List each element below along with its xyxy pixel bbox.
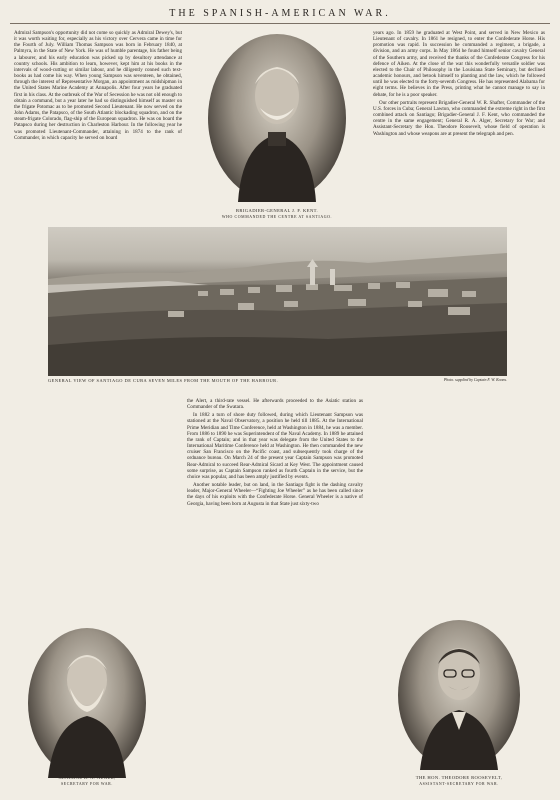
column-middle-bottom	[187, 398, 363, 794]
photo-caption-text: GENERAL VIEW OF SANTIAGO DE CUBA SEVEN MILES FROM THE MOUTH OF THE HARBOUR.	[48, 378, 279, 383]
santiago-cityscape	[48, 227, 507, 376]
portrait-roosevelt-caption	[384, 775, 534, 787]
portrait-roosevelt-figure	[398, 620, 520, 770]
page-title: THE SPANISH-AMERICAN WAR.	[169, 8, 391, 19]
portrait-alger-name: GENERAL R. A. ALGER,	[58, 775, 116, 780]
portrait-alger-role: SECRETARY FOR WAR.	[61, 782, 113, 786]
paragraph: Another notable leader, but on land, in the Santiago fight is the dashing cavalry leader, Major-General Wheeler—“Fighting Joe Wheeler” as he has been called since the days of his exploits with the Confederate Horse. General Wheeler is a native of Georgia, having been born at Augusta in that State just sixty-two	[187, 482, 363, 507]
portrait-roosevelt-role: ASSISTANT-SECRETARY FOR WAR.	[419, 782, 499, 786]
santiago-photograph	[48, 227, 507, 376]
portrait-kent-image	[208, 34, 346, 202]
portrait-roosevelt-name: THE HON. THEODORE ROOSEVELT,	[415, 775, 503, 780]
portrait-roosevelt-image	[398, 620, 520, 770]
portrait-kent-name: BRIGADIER-GENERAL J. F. KENT.	[235, 208, 319, 213]
photo-caption	[48, 378, 507, 383]
paragraph: Admiral Sampson's opportunity did not come so quickly as Admiral Dewey's, but it was worth waiting for, especially as his victory over Cervera came in time for the Fourth of July. William Thomas Sampson was born in February 1840, at Palmyra, in the State of New York. He was of humble parentage, his father being a labourer, and his early education was picked up by desultory attendance at country schools. His ambition to learn, however, kept him at his books in the intervals of wood-cutting or similar labour, and he diligently conned such text-books as had come his way. When young Sampson was seventeen, he obtained, through the interest of Representative Morgan, an appointment as midshipman in the United States Marine Academy at Annapolis. After four years he graduated first in his class. At the outbreak of the War of Secession he was not old enough to obtain a command, but a year later he had so distinguished himself as master on the frigate Potomac as to be promoted Second Lieutenant. He now served on the John Adams, the Patapsco, of the South Atlantic blockading squadron, and on the steam-frigate Colorado, flag-ship of the European squadron. He was on board the Patapsco during her destruction in Charleston Harbour. In the following year he was promoted Lieutenant-Commander, attaining in 1874 to the rank of Commander, in which capacity he served on board	[14, 30, 182, 141]
header-rule	[10, 23, 550, 24]
portrait-alger	[28, 414, 146, 760]
portrait-kent-role: WHO COMMANDED THE CENTRE AT SANTIAGO.	[221, 215, 333, 219]
portrait-alger-image	[28, 628, 146, 778]
portrait-alger-figure	[28, 628, 146, 778]
column-left-top	[14, 30, 182, 220]
paragraph: Our other portraits represent Brigadier-General W. R. Shafter, Commander of the U.S. forces in Cuba; General Lawton, who commanded the extreme right in the first combined attack on Santiago; Brigadier-General J. F. Kent, who commanded the centre in the same engagement; General R. A. Alger, Secretary for War; and Assistant-Secretary the Hon. Theodore Roosevelt, whose field of operation is Washington and whose weapons are at present the telegraph and pen.	[373, 99, 545, 137]
portrait-kent-figure	[208, 34, 346, 202]
photo-credit: Photo. supplied by Captain F. W. Koons.	[443, 378, 507, 382]
paragraph: the Alert, a third-rate vessel. He afterwards proceeded to the Asiatic station as Commander of the Swatara.	[187, 398, 363, 411]
portrait-roosevelt	[398, 620, 520, 770]
portrait-kent	[208, 32, 346, 222]
portrait-alger-caption	[18, 775, 156, 787]
paragraph: years ago. In 1859 he graduated at West Point, and served in New Mexico as Lieutenant of cavalry. In 1861 he resigned, to enter the Confederate Horse. His promotion was rapid. In succession he commanded a regiment, a brigade, a division, and an army corps. In May 1864 he found himself senior cavalry General of the Southern army, and received the thanks of the Confederate Congress for his defence of Aiken. At the close of the war this wonderfully versatile soldier was elected to the Chair of Philosophy in the Louisiana State Seminary, but declined academic honours, and betook himself to planting and the law, which he followed until he was elected to the forty-seventh Congress. He has represented Alabama for eight terms. He believes in the Press, printing what he cannot manage to say in debate, for he is a poor speaker.	[373, 30, 545, 98]
column-right-top	[373, 30, 545, 220]
paragraph: In 1882 a turn of shore duty followed, during which Lieutenant Sampson was stationed at the Naval Observatory, a position he held till 1885. At the International Prime Meridian and Time Conference, held at Washington in 1884, he was a member. From 1886 to 1890 he was Superintendent of the Naval Academy. In 1889 he attained the rank of Captain; and in that year was delegate from the United States to the International Maritime Conference held at Washington. He then commanded the new cruiser San Francisco on the Pacific coast, and subsequently took charge of the ordnance bureau. On March 24 of the present year Captain Sampson was promoted Rear-Admiral to succeed Rear-Admiral Sicard at Key West. The appointment caused some surprise, as Captain Sampson ranked as fourth Captain in the service, but the choice was popular, and has been amply justified by events.	[187, 412, 363, 480]
portrait-kent-caption	[198, 208, 356, 220]
